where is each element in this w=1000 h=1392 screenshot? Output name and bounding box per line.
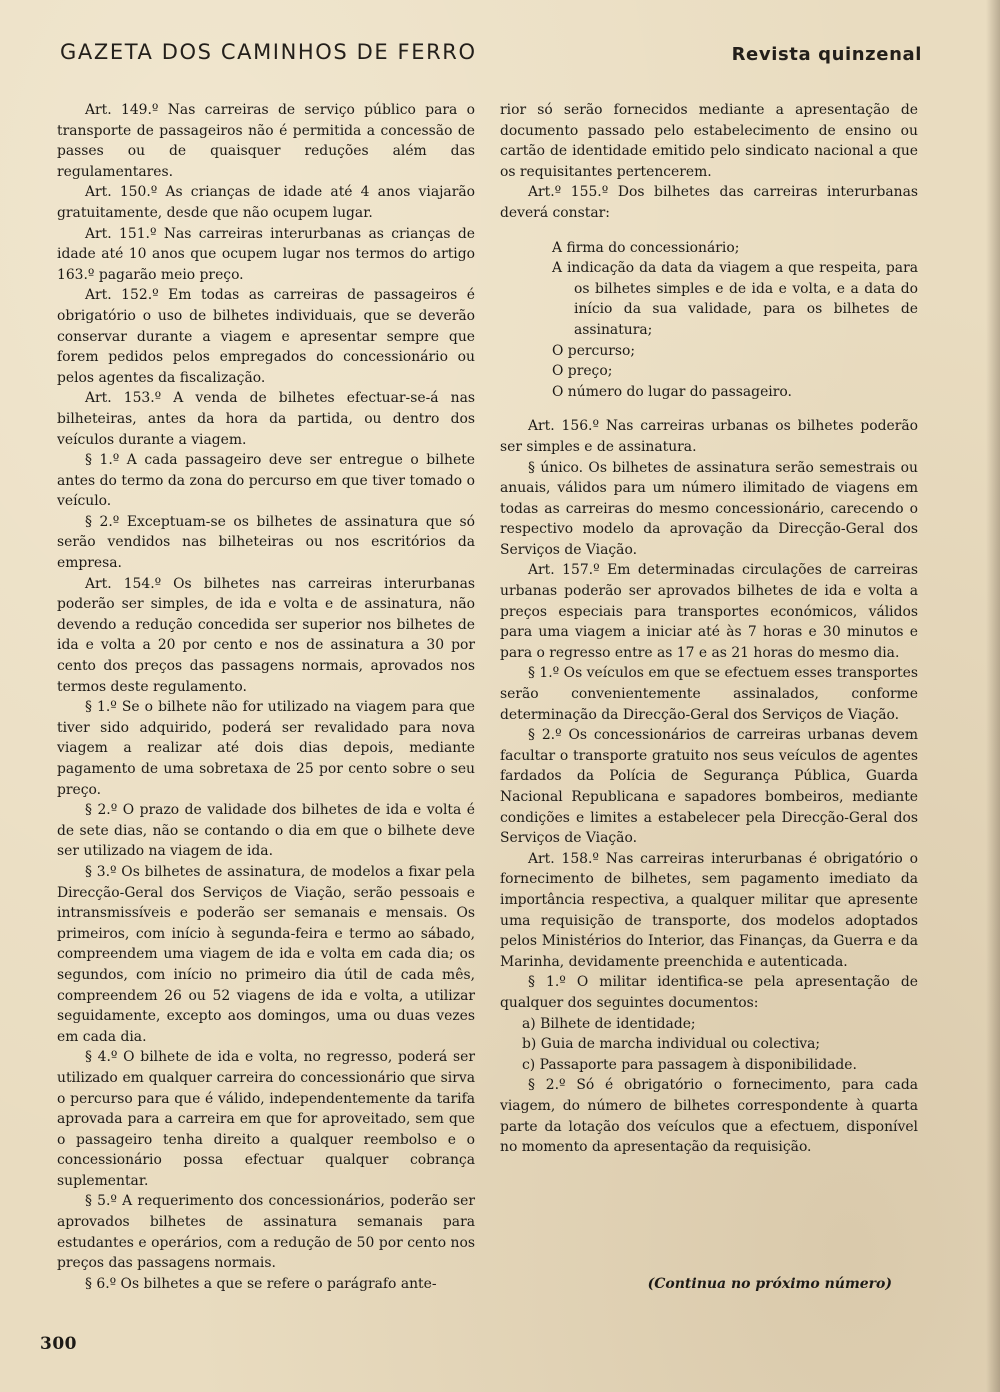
paragraph-art-157-s2: § 2.º Os concessionários de carreiras urbanas devem facultar o transporte gratuito nos seus veículos de agentes fardados da Polícia de Segurança Pública, Guarda Nacional Republicana e sapadores bombeiros, mediante condições e limites a estabelecer pela Direcção-Geral dos Serviços de Viação. bbox=[500, 727, 918, 847]
paragraph-art-154: Art. 154.º Os bilhetes nas carreiras interurbanas poderão ser simples, de ida e volta e de assinatura, não devendo a redução concedida ser superior nos bilhetes de ida e volta a 20 por cento e nos de assinatura a 30 por cento dos preços das passagens normais, aprovados nos termos deste regulamento. bbox=[57, 575, 475, 695]
paragraph-art-154-s3: § 3.º Os bilhetes de assinatura, de modelos a fixar pela Direcção-Geral dos Serviços de Viação, serão pessoais e intransmissíveis e poderão ser semanais e mensais. Os primeiros, com início à segunda-feira e termo ao sábado, compreendem uma viagem de ida e volta em cada dia; os segundos, com início no primeiro dia útil de cada mês, compreendem 26 ou 52 viagens de ida e volta, a utilizar seguidamente, excepto aos domingos, uma ou duas vezes em cada dia. bbox=[57, 863, 475, 1045]
list-item: O preço; bbox=[552, 363, 613, 380]
paragraph-art-153-s2: § 2.º Exceptuam-se os bilhetes de assinatura que só serão vendidos nas bilheteiras ou nos escritórios da empresa. bbox=[57, 513, 475, 572]
paragraph-art-153-s1: § 1.º A cada passageiro deve ser entregue o bilhete antes do termo da zona do percurso em que tiver tomado o veículo. bbox=[57, 452, 475, 510]
paragraph-art-154-s4: § 4.º O bilhete de ida e volta, no regresso, poderá ser utilizado em qualquer carreira do concessionário que sirva o percurso para que é válido, independentemente da tarifa aprovada para a carreira em que for aproveitado, sem que o passageiro tenha direito a qualquer reembolso e o concessionário possa efectuar qualquer cobrança suplementar. bbox=[57, 1049, 475, 1189]
list-item: a) Bilhete de identidade; bbox=[522, 1015, 696, 1032]
art-155-list bbox=[552, 238, 918, 403]
paragraph-art-157-s1: § 1.º Os veículos em que se efectuem esses transportes serão convenientemente assinalados, conforme determinação da Direcção-Geral dos Serviços de Viação. bbox=[500, 665, 918, 723]
list-item: c) Passaporte para passagem à disponibilidade. bbox=[522, 1056, 857, 1073]
paragraph-art-158-s1: § 1.º O militar identifica-se pela apresentação de qualquer dos seguintes documentos: bbox=[500, 974, 918, 1011]
paragraph-art-157: Art. 157.º Em determinadas circulações de carreiras urbanas poderão ser aprovados bilhetes de ida e volta a preços especiais para transportes económicos, válidos para uma viagem a iniciar até às 7 horas e 30 minutos e para o regresso entre as 17 e as 21 horas do mesmo dia. bbox=[500, 562, 918, 661]
paragraph-art-154-s5: § 5.º A requerimento dos concessionários, poderão ser aprovados bilhetes de assinatura semanais para estudantes e operários, com a redução de 50 por cento nos preços das passagens normais. bbox=[57, 1193, 475, 1272]
paragraph-art-154-s6: § 6.º Os bilhetes a que se refere o parágrafo ante- bbox=[85, 1275, 437, 1292]
paragraph-art-158: Art. 158.º Nas carreiras interurbanas é obrigatório o fornecimento de bilhetes, sem pagamento imediato da importância respectiva, a qualquer militar que apresente uma requisição de transporte, dos modelos adoptados pelos Ministérios do Interior, das Finanças, da Guerra e da Marinha, devidamente preenchida e autenticada. bbox=[500, 850, 918, 970]
paragraph-art-153: Art. 153.º A venda de bilhetes efectuar-se-á nas bilheteiras, antes da hora da partida, ou dentro dos veículos durante a viagem. bbox=[57, 390, 475, 448]
paragraph-art-154-s1: § 1.º Se o bilhete não for utilizado na viagem para que tiver sido adquirido, poderá ser revalidado para nova viagem a realizar até dois dias depois, mediante pagamento de uma sobretaxa de 25 por cento sobre o seu preço. bbox=[57, 699, 475, 798]
paragraph-art-156-unico: § único. Os bilhetes de assinatura serão semestrais ou anuais, válidos para um número ilimitado de viagens em todas as carreiras do mesmo concessionário, carecendo o respectivo modelo da aprovação da Direcção-Geral dos Serviços de Viação. bbox=[500, 459, 918, 558]
paragraph-art-150: Art. 150.º As crianças de idade até 4 anos viajarão gratuitamente, desde que não ocupem lugar. bbox=[57, 184, 475, 221]
page-edge-shadow bbox=[986, 0, 1000, 1392]
list-item: O número do lugar do passageiro. bbox=[552, 383, 792, 400]
right-column bbox=[500, 100, 918, 1158]
paragraph-art-156: Art. 156.º Nas carreiras urbanas os bilhetes poderão ser simples e de assinatura. bbox=[500, 418, 918, 455]
paragraph-art-155: Art.º 155.º Dos bilhetes das carreiras interurbanas deverá constar: bbox=[500, 184, 918, 221]
paragraph-art-149: Art. 149.º Nas carreiras de serviço público para o transporte de passageiros não é permitida a concessão de passes ou de quaisquer reduções além das regulamentares. bbox=[57, 102, 475, 180]
list-item: b) Guia de marcha individual ou colectiva; bbox=[522, 1036, 821, 1053]
magazine-subtitle: Revista quinzenal bbox=[731, 44, 922, 65]
magazine-title: GAZETA DOS CAMINHOS DE FERRO bbox=[60, 40, 477, 64]
paragraph-art-151: Art. 151.º Nas carreiras interurbanas as crianças de idade até 10 anos que ocupem lugar nos termos do artigo 163.º pagarão meio preço. bbox=[57, 225, 475, 283]
left-column bbox=[57, 100, 475, 1294]
list-item: O percurso; bbox=[552, 342, 636, 359]
page-header bbox=[60, 40, 922, 74]
paragraph-continuation: rior só serão fornecidos mediante a apresentação de documento passado pelo estabelecimento de ensino ou cartão de identidade emitido pelo sindicato nacional a que os requisitantes pertencerem. bbox=[500, 102, 918, 180]
paragraph-art-152: Art. 152.º Em todas as carreiras de passageiros é obrigatório o uso de bilhetes individuais, que se deverão conservar durante a viagem e apresentar sempre que forem pedidos pelos empregados do concessionário ou pelos agentes da fiscalização. bbox=[57, 287, 475, 386]
continue-note: (Continua no próximo número) bbox=[647, 1276, 892, 1292]
documents-list bbox=[522, 1014, 918, 1076]
list-item: A indicação da data da viagem a que respeita, para os bilhetes simples e de ida e volta, e a data do início da sua validade, para os bilhetes de assinatura; bbox=[552, 260, 918, 338]
list-item: A firma do concessionário; bbox=[552, 239, 740, 256]
page-number: 300 bbox=[40, 1334, 77, 1354]
paragraph-art-158-s2: § 2.º Só é obrigatório o fornecimento, para cada viagem, do número de bilhetes correspondente à quarta parte da lotação dos veículos que a efectuem, disponível no momento da apresentação da requisição. bbox=[500, 1077, 918, 1156]
paragraph-art-154-s2: § 2.º O prazo de validade dos bilhetes de ida e volta é de sete dias, não se contando o dia em que o bilhete deve ser utilizado na viagem de ida. bbox=[57, 802, 475, 860]
